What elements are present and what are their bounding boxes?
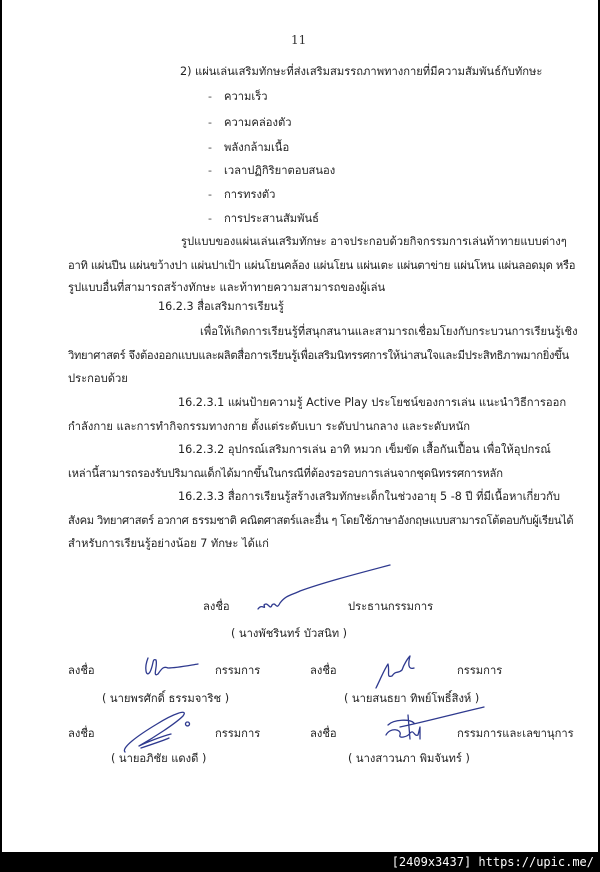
skill-item: การทรงตัว	[224, 188, 276, 201]
page-number: 11	[291, 33, 307, 47]
sign-label: ลงชื่อ	[310, 727, 337, 740]
bullet-dash: -	[208, 164, 212, 177]
member-signature-icon	[142, 654, 202, 682]
paragraph-line: เหล่านี้สามารถรองรับปริมาณเด็กได้มากขึ้นในกรณีที่ต้องรอรอบการเล่นจากชุดนิทรรศการหลัก	[68, 467, 503, 480]
skill-item: การประสานสัมพันธ์	[224, 212, 319, 225]
paragraph-line: วิทยาศาสตร์ จึงต้องออกแบบและผลิตสื่อการเรียนรู้เพื่อเสริมนิทรรศการให้น่าสนใจและมีประสิทธิภาพมากยิ่งขึ้น	[68, 349, 569, 362]
sign-label: ลงชื่อ	[68, 727, 95, 740]
bullet-dash: -	[208, 212, 212, 225]
member-role: กรรมการ	[457, 664, 503, 677]
member-name: ( นายพรศักดิ์ ธรรมจาริช )	[102, 692, 230, 705]
skill-item: ความคล่องตัว	[224, 116, 292, 129]
member-role: กรรมการ	[215, 664, 261, 677]
sign-label: ลงชื่อ	[310, 664, 337, 677]
paragraph-line: สังคม วิทยาศาสตร์ อวกาศ ธรรมชาติ คณิตศาสตร์และอื่น ๆ โดยใช้ภาษาอังกฤษแบบสามารถโต้ตอบกับผู้เรียนได้	[68, 514, 574, 527]
watermark-bar: [2409x3437] https://upic.me/	[0, 852, 600, 872]
paragraph-line: รูปแบบอื่นที่สามารถสร้างทักษะ และท้าทายความสามารถของผู้เล่น	[68, 281, 386, 294]
paragraph-line: รูปแบบของแผ่นเล่นเสริมทักษะ อาจประกอบด้วยกิจกรรมการเล่นท้าทายแบบต่างๆ	[181, 235, 567, 248]
skill-item: พลังกล้ามเนื้อ	[224, 141, 290, 154]
paragraph-line: สำหรับการเรียนรู้อย่างน้อย 7 ทักษะ ได้แก่	[68, 537, 269, 550]
paragraph-line: อาทิ แผ่นปีน แผ่นขว้างปา แผ่นปาเป้า แผ่นโยนคล้อง แผ่นโยน แผ่นเตะ แผ่นตาข่าย แผ่นโหน แผ่นลอดมุด หรือ	[68, 259, 576, 272]
paragraph-line: เพื่อให้เกิดการเรียนรู้ที่สนุกสนานและสามารถเชื่อมโยงกับกระบวนการเรียนรู้เชิง	[200, 325, 578, 338]
bullet-dash: -	[208, 188, 212, 201]
member-role: กรรมการและเลขานุการ	[457, 727, 574, 740]
member-signature-icon	[374, 654, 424, 690]
sign-label: ลงชื่อ	[203, 600, 230, 613]
paragraph-line: ประกอบด้วย	[68, 372, 128, 385]
bullet-dash: -	[208, 116, 212, 129]
member-name: ( นายสนธยา ทิพย์โพธิ์สิงห์ )	[344, 692, 480, 705]
section-2-heading: 2) แผ่นเล่นเสริมทักษะที่ส่งเสริมสมรรถภาพทางกายที่มีความสัมพันธ์กับทักษะ	[180, 65, 543, 78]
bullet-dash: -	[208, 90, 212, 103]
sub-item-16-2-3-1: 16.2.3.1 แผ่นป้ายความรู้ Active Play ประโยชน์ของการเล่น แนะนำวิธีการออก	[178, 396, 567, 409]
member-signature-icon	[117, 708, 197, 756]
sub-item-16-2-3-2: 16.2.3.2 อุปกรณ์เสริมการเล่น อาทิ หมวก เข็มขัด เสื้อกันเปื้อน เพื่อให้อุปกรณ์	[178, 443, 551, 456]
section-16-2-3-heading: 16.2.3 สื่อเสริมการเรียนรู้	[158, 300, 284, 313]
member-role: กรรมการ	[215, 727, 261, 740]
chair-name: ( นางพัชรินทร์ บัวสนิท )	[231, 627, 348, 640]
member-name: ( นางสาวนภา พิมจันทร์ )	[348, 752, 470, 765]
document-page	[2, 0, 598, 852]
skill-item: ความเร็ว	[224, 90, 268, 103]
skill-item: เวลาปฏิกิริยาตอบสนอง	[224, 164, 336, 177]
bullet-dash: -	[208, 141, 212, 154]
chair-role: ประธานกรรมการ	[348, 600, 434, 613]
member-name: ( นายอภิชัย แดงดี )	[111, 752, 207, 765]
sign-label: ลงชื่อ	[68, 664, 95, 677]
paragraph-line: กำลังกาย และการทำกิจกรรมทางกาย ตั้งแต่ระดับเบา ระดับปานกลาง และระดับหนัก	[68, 420, 471, 433]
sub-item-16-2-3-3: 16.2.3.3 สื่อการเรียนรู้สร้างเสริมทักษะเด็กในช่วงอายุ 5 -8 ปี ที่มีเนื้อหาเกี่ยวกับ	[178, 490, 560, 503]
